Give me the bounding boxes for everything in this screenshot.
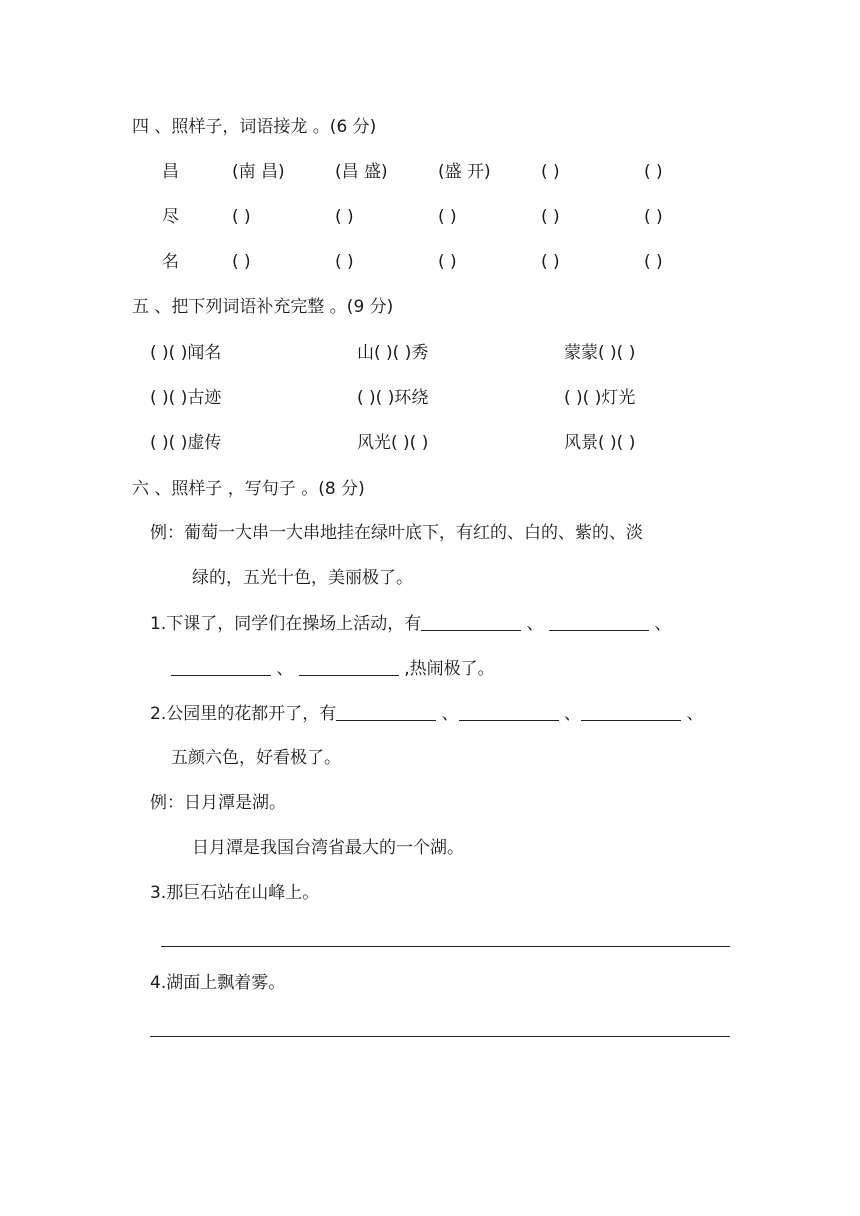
section-5-heading: 五 、把下列词语补充完整 。(9 分): [132, 297, 394, 317]
separator: 、: [564, 704, 582, 724]
idiom-fill[interactable]: 山( )( )秀: [357, 343, 429, 363]
chain-blank[interactable]: ( ): [438, 207, 457, 227]
question-1-ending: ,热闹极了。: [404, 659, 495, 679]
chain-blank[interactable]: ( ): [232, 252, 251, 272]
answer-line-4[interactable]: [150, 1036, 730, 1037]
chain-blank[interactable]: ( ): [541, 252, 560, 272]
example-2-line-1: 例：日月潭是湖。: [150, 793, 286, 813]
question-1-text: 1.下课了，同学们在操场上活动，有: [150, 614, 422, 634]
chain-cell: (盛 开): [438, 162, 491, 182]
question-2-text: 2.公园里的花都开了，有: [150, 704, 337, 724]
section-6-heading: 六 、照样子 ，写句子 。(8 分): [132, 479, 365, 499]
answer-blank[interactable]: [171, 657, 271, 676]
chain-cell: (昌 盛): [335, 162, 388, 182]
chain-start-word: 名: [162, 252, 179, 272]
answer-line-3[interactable]: [161, 946, 730, 947]
separator: 、: [654, 614, 672, 634]
chain-blank[interactable]: ( ): [541, 207, 560, 227]
separator: 、: [276, 659, 294, 679]
chain-blank[interactable]: ( ): [438, 252, 457, 272]
chain-start-word: 尽: [162, 207, 179, 227]
idiom-fill[interactable]: ( )( )环绕: [357, 388, 429, 408]
chain-blank[interactable]: ( ): [644, 207, 663, 227]
example-1-line-2: 绿的，五光十色，美丽极了。: [192, 568, 413, 588]
idiom-fill[interactable]: 蒙蒙( )( ): [564, 343, 636, 363]
question-2-line-2: 五颜六色，好看极了。: [171, 748, 341, 768]
idiom-fill[interactable]: ( )( )古迹: [150, 388, 222, 408]
chain-start-word: 昌: [162, 162, 179, 182]
question-3: 3.那巨石站在山峰上。: [150, 883, 320, 903]
question-1-line-1: [150, 612, 671, 635]
section-4-heading: 四 、照样子，词语接龙 。(6 分): [132, 117, 377, 137]
separator: 、: [441, 704, 459, 724]
answer-blank[interactable]: [299, 657, 399, 676]
example-1-line-1: 例：葡萄一大串一大串地挂在绿叶底下，有红的、白的、紫的、淡: [150, 523, 643, 543]
chain-blank[interactable]: ( ): [644, 162, 663, 182]
idiom-fill[interactable]: 风光( )( ): [357, 433, 429, 453]
chain-blank[interactable]: ( ): [335, 252, 354, 272]
question-4: 4.湖面上飘着雾。: [150, 973, 286, 993]
idiom-fill[interactable]: ( )( )虚传: [150, 433, 222, 453]
chain-blank[interactable]: ( ): [541, 162, 560, 182]
question-1-line-2: [171, 657, 495, 680]
idiom-fill[interactable]: 风景( )( ): [564, 433, 636, 453]
answer-blank[interactable]: [549, 612, 649, 631]
separator: 、: [686, 704, 704, 724]
idiom-fill[interactable]: ( )( )灯光: [564, 388, 636, 408]
chain-blank[interactable]: ( ): [644, 252, 663, 272]
answer-blank[interactable]: [459, 702, 559, 721]
idiom-fill[interactable]: ( )( )闻名: [150, 343, 222, 363]
answer-blank[interactable]: [581, 702, 681, 721]
chain-blank[interactable]: ( ): [232, 207, 251, 227]
separator: 、: [526, 614, 544, 634]
chain-blank[interactable]: ( ): [335, 207, 354, 227]
answer-blank[interactable]: [336, 702, 436, 721]
question-2-line-1: [150, 702, 703, 725]
example-2-line-2: 日月潭是我国台湾省最大的一个湖。: [192, 838, 464, 858]
chain-cell: (南 昌): [232, 162, 285, 182]
answer-blank[interactable]: [421, 612, 521, 631]
